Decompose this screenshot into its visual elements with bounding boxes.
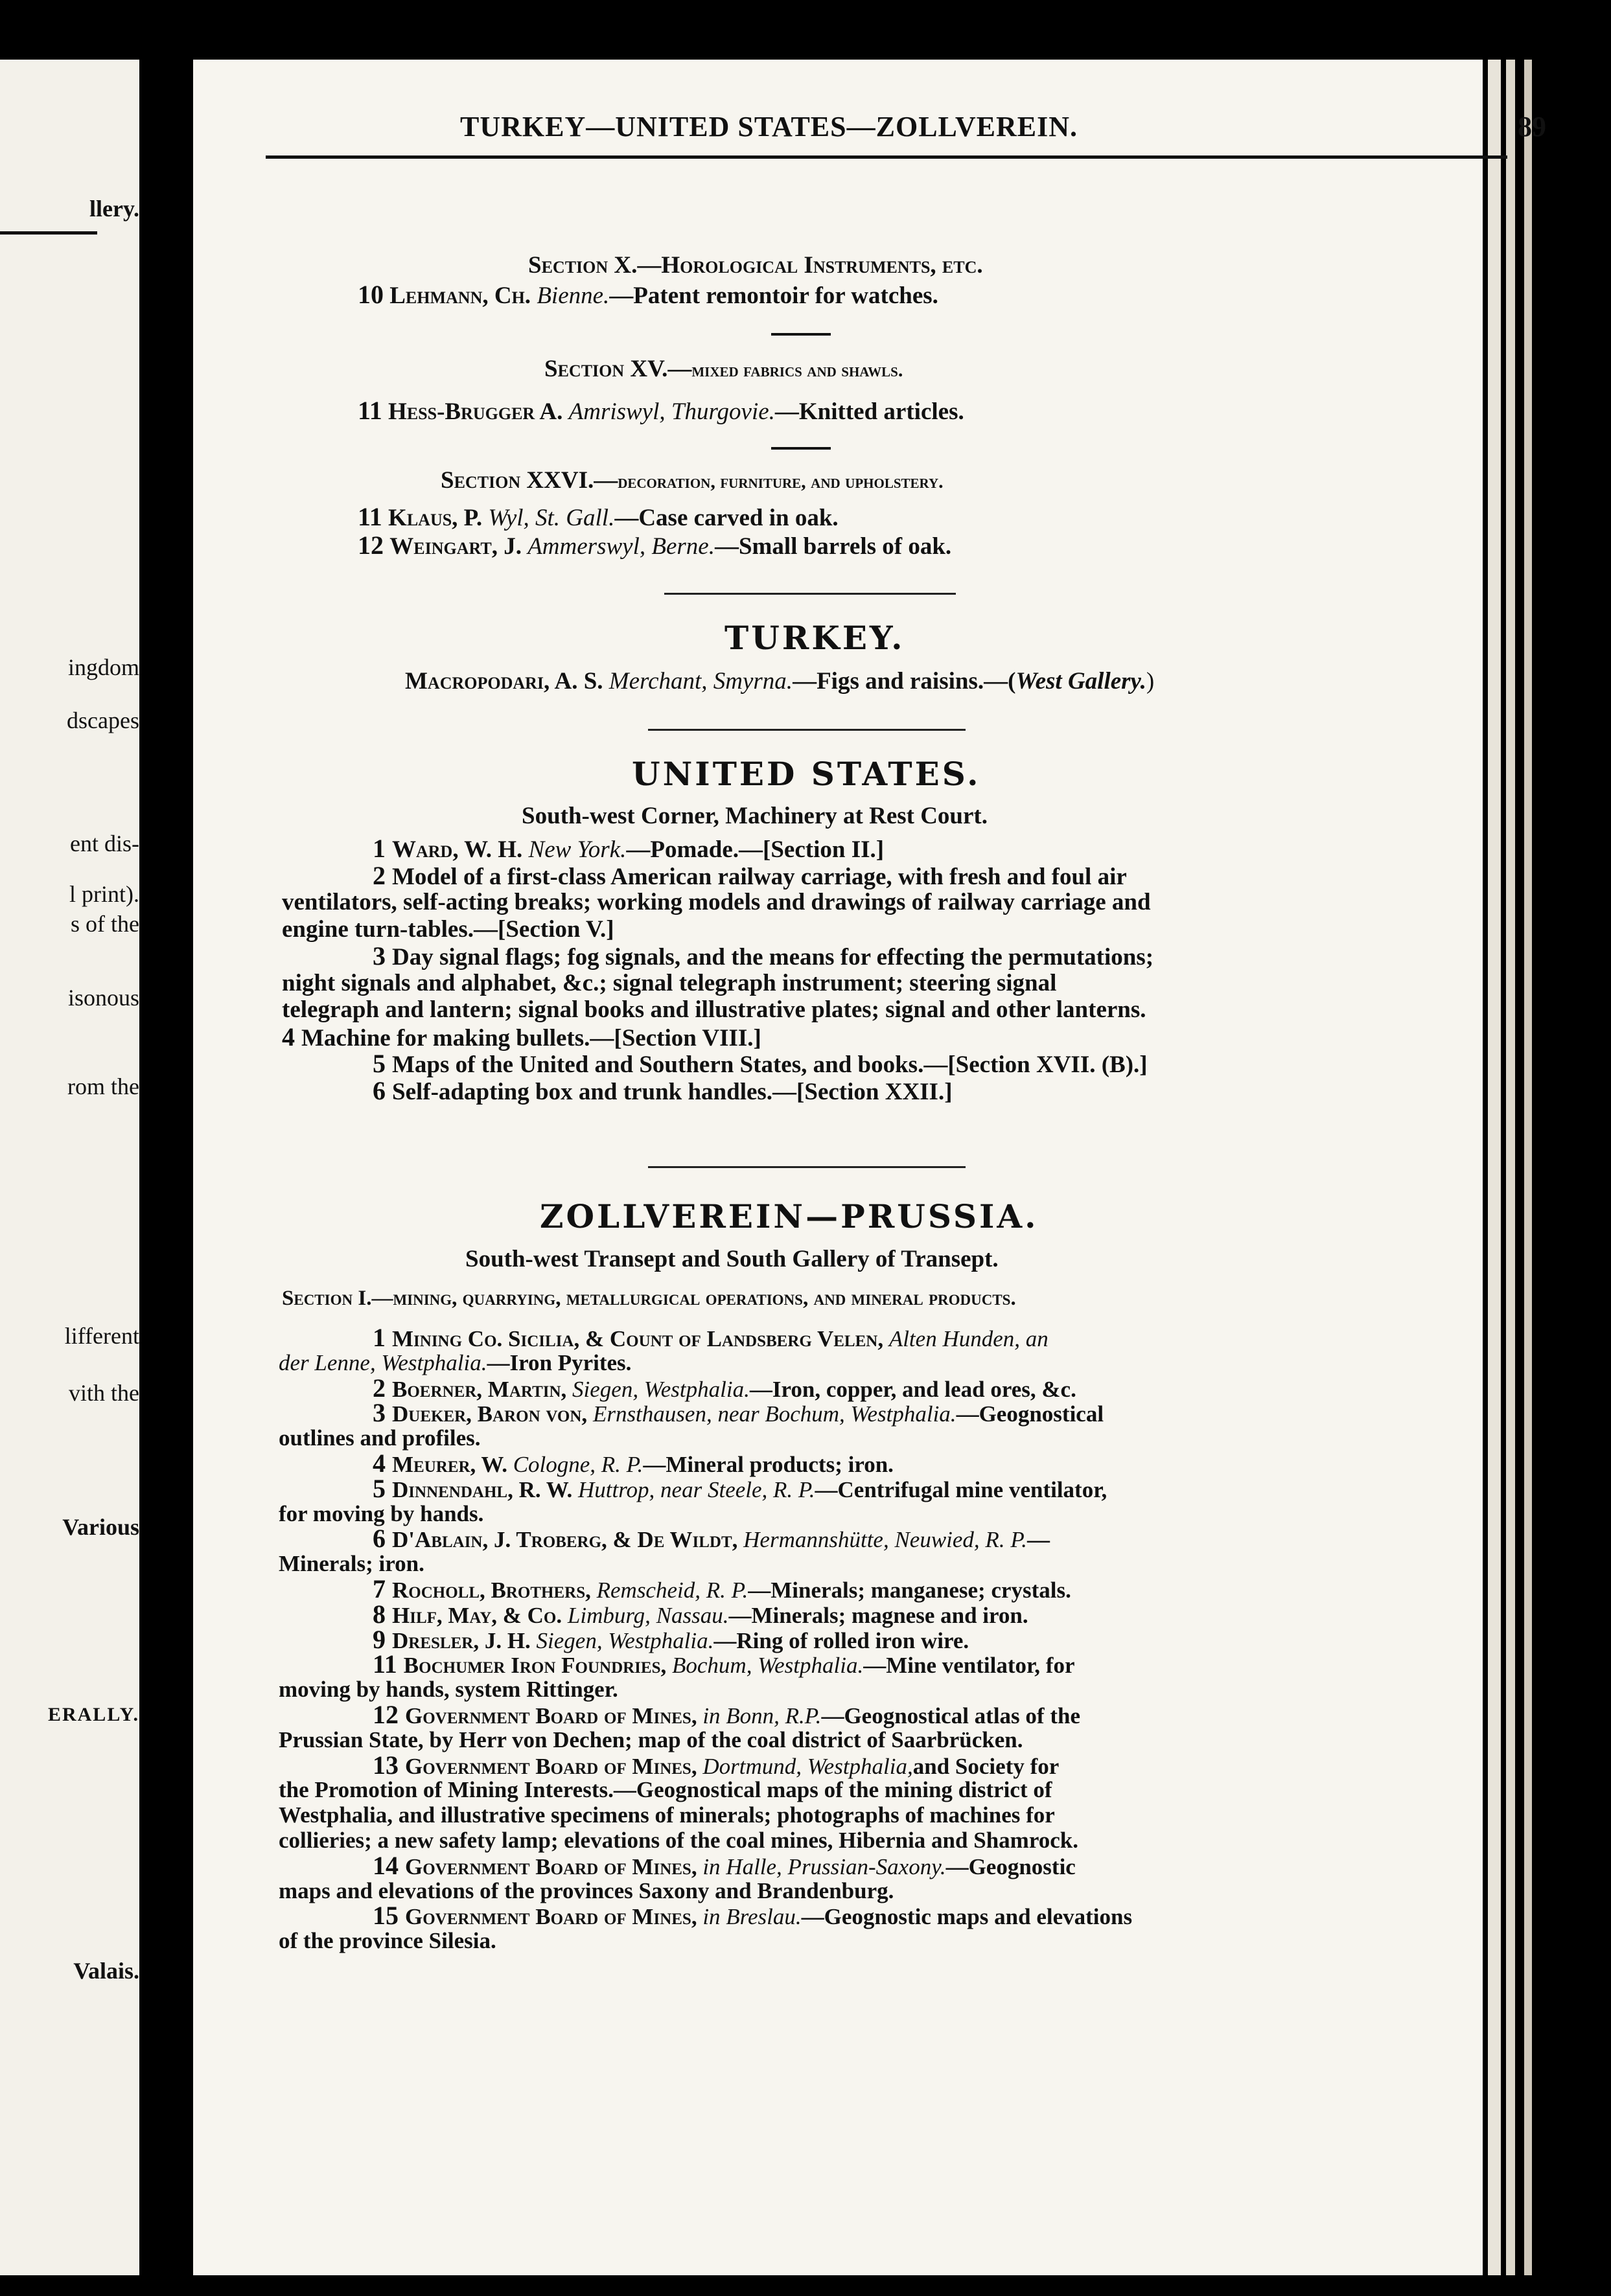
- exhibitor-place: Dortmund, Westphalia,: [702, 1753, 913, 1779]
- entry-description: —Geognostic maps and elevations: [801, 1904, 1133, 1930]
- section-heading-subject: decoration, furniture, and upholstery.: [618, 471, 944, 492]
- left-facing-page: [0, 60, 139, 2275]
- exhibitor-name: Weingart, J.: [389, 533, 522, 560]
- entry-description: —Iron Pyrites.: [487, 1349, 632, 1375]
- entry-number: 2: [373, 860, 392, 890]
- exhibitor-name: Boerner, Martin,: [392, 1376, 573, 1402]
- text-line: [373, 1524, 1050, 1554]
- exhibitor-place: in Breslau.: [702, 1904, 802, 1930]
- left-page-fragment: llery.: [89, 196, 139, 222]
- entry-description: Maps of the United and Southern States, and books.—[Section XVII. (B).]: [392, 1051, 1148, 1078]
- exhibitor-name: Klaus, P.: [388, 505, 483, 531]
- country-heading: UNITED STATES.: [632, 755, 981, 793]
- entry: [405, 667, 1154, 696]
- text-line: [373, 1399, 1104, 1429]
- entry-number: 5: [373, 1049, 392, 1078]
- entry-description: —Knitted articles.: [774, 398, 964, 425]
- country-heading: ZOLLVEREIN—PRUSSIA.: [540, 1197, 1039, 1235]
- entry-description: Machine for making bullets.—[Section VIII.]: [301, 1024, 761, 1051]
- entry-number: 10: [358, 280, 384, 309]
- entry-number: 5: [373, 1473, 392, 1503]
- entry-description: —Geognostical atlas of the: [821, 1703, 1080, 1728]
- left-page-fragment: ent dis-: [70, 831, 139, 856]
- entry-number: 13: [373, 1750, 405, 1780]
- entry-description: Day signal flags; fog signals, and the means for effecting the permutations;: [392, 944, 1154, 970]
- section-heading: [441, 466, 944, 496]
- text-line: [279, 1675, 618, 1704]
- entry-description: Model of a first-class American railway carriage, with fresh and foul air: [392, 863, 1127, 890]
- text-line: [373, 1050, 1338, 1079]
- exhibitor-place: Hermannshütte, Neuwied, R. P.: [743, 1527, 1027, 1553]
- text-line: [373, 834, 1338, 864]
- exhibitor-place: der Lenne, Westphalia.: [279, 1349, 487, 1375]
- section-divider: [771, 447, 831, 450]
- left-page-fragment: Various: [62, 1514, 139, 1540]
- entry-description: —Geognostic: [945, 1854, 1076, 1879]
- entry-description: —Case carved in oak.: [614, 505, 839, 531]
- entry-location: West Gallery.: [1015, 668, 1146, 695]
- entry-number: 4: [373, 1449, 392, 1478]
- entry-description: Prussian State, by Herr von Dechen; map of the coal district of Saarbrücken.: [279, 1727, 1023, 1752]
- exhibitor-name: D'Ablain, J. Troberg, & De Wildt,: [392, 1527, 744, 1553]
- entry-number: 3: [373, 941, 392, 970]
- entry-description: Westphalia, and illustrative specimens of minerals; photographs of machines for: [279, 1802, 1055, 1828]
- exhibitor-name: Meurer, W.: [392, 1452, 513, 1477]
- section-heading-label: Section XXVI.—: [441, 467, 618, 494]
- left-page-fragment: ERALLY.: [47, 1704, 139, 1725]
- entry-number: 1: [373, 834, 392, 863]
- exhibitor-name: Government Board of Mines,: [405, 1854, 703, 1879]
- left-page-fragment: Valais.: [73, 1958, 139, 1984]
- exhibitor-name: Hilf, May, & Co.: [392, 1602, 568, 1628]
- entry-description: Self-adapting box and trunk handles.—[Section XXII.]: [392, 1078, 953, 1105]
- exhibitor-place: Bochum, Westphalia.: [672, 1653, 864, 1679]
- entry-number: 8: [373, 1599, 392, 1629]
- entry-number: 7: [373, 1574, 392, 1603]
- entry-description: the Promotion of Mining Interests.—Geognostical maps of the mining district of: [279, 1777, 1052, 1803]
- exhibitor-name: Dinnendahl, R. W.: [392, 1476, 579, 1502]
- entry: [358, 531, 951, 561]
- text-line: [282, 969, 1338, 998]
- exhibitor-place: Alten Hunden, an: [888, 1326, 1049, 1351]
- entry-number: 9: [373, 1624, 392, 1654]
- entry-description: collieries; a new safety lamp; elevations of the coal mines, Hibernia and Shamrock.: [279, 1828, 1078, 1853]
- entry-description: moving by hands, system Rittinger.: [279, 1677, 618, 1703]
- country-heading: TURKEY.: [724, 619, 905, 657]
- exhibitor-name: Macropodari, A. S.: [405, 668, 603, 695]
- exhibitor-place: New York.: [528, 836, 627, 863]
- exhibitor-name: Dueker, Baron von,: [392, 1401, 593, 1427]
- entry-number: 15: [373, 1901, 405, 1931]
- exhibitor-name: Bochumer Iron Foundries,: [403, 1653, 672, 1679]
- entry-description: Minerals; iron.: [279, 1551, 424, 1577]
- text-line: [282, 996, 1338, 1024]
- entry-description: of the province Silesia.: [279, 1928, 496, 1954]
- text-line: [279, 1877, 894, 1905]
- left-page-fragment: rom the: [67, 1073, 139, 1099]
- text-line: [279, 1927, 496, 1955]
- left-page-fragment: l print).: [69, 881, 139, 907]
- page-number: 89: [1518, 111, 1546, 143]
- entry-number: 14: [373, 1850, 405, 1880]
- country-subheading: South-west Corner, Machinery at Rest Court.: [522, 803, 988, 829]
- entry-description: —Pomade.—[Section II.]: [626, 836, 885, 863]
- country-subheading: South-west Transept and South Gallery of Transept.: [465, 1246, 999, 1272]
- section-heading: [544, 355, 903, 385]
- entry-description: night signals and alphabet, &c.; signal telegraph instrument; steering signal: [282, 969, 1057, 996]
- text-line: [282, 1023, 1338, 1053]
- entry-description: —: [1026, 1527, 1050, 1553]
- country-divider: [664, 593, 956, 595]
- text-line: [373, 862, 1338, 891]
- entry-number: 11: [373, 1649, 404, 1679]
- exhibitor-place: Remscheid, R. P.: [596, 1578, 748, 1603]
- exhibitor-name: Mining Co. Sicilia, & Count of Landsberg Velen,: [392, 1326, 889, 1351]
- section-heading-label: Section XV.—: [544, 356, 692, 382]
- left-page-fragment: lifferent: [64, 1323, 139, 1349]
- left-page-fragment: ingdom: [67, 654, 139, 680]
- exhibitor-place: Siegen, Westphalia.: [572, 1376, 750, 1402]
- exhibitor-place: Ernsthausen, near Bochum, Westphalia.: [592, 1401, 956, 1427]
- exhibitor-place: in Bonn, R.P.: [702, 1703, 822, 1728]
- left-page-fragment: dscapes: [67, 707, 139, 733]
- left-page-fragment: s of the: [71, 911, 139, 937]
- entry-number: 11: [358, 396, 382, 425]
- entry-description: outlines and profiles.: [279, 1425, 481, 1451]
- text-line: [279, 1550, 424, 1578]
- exhibitor-place: Ammerswyl, Berne.: [527, 533, 715, 560]
- entry-description: —Figs and raisins.—(: [793, 668, 1016, 695]
- text-line: [373, 942, 1338, 972]
- entry-number: 6: [373, 1524, 392, 1554]
- text-line: [282, 888, 1338, 917]
- entry-description: —Ring of rolled iron wire.: [713, 1627, 969, 1653]
- exhibitor-name: Rocholl, Brothers,: [392, 1578, 597, 1603]
- entry-description: telegraph and lantern; signal books and illustrative plates; signal and other lanterns.: [282, 996, 1146, 1023]
- exhibitor-place: Limburg, Nassau.: [567, 1602, 729, 1628]
- exhibitor-place: Bienne.: [537, 282, 610, 309]
- exhibitor-place: Siegen, Westphalia.: [536, 1627, 714, 1653]
- entry: [358, 396, 964, 426]
- text-line: [279, 1801, 1055, 1830]
- entry-description: —Geognostical: [956, 1401, 1104, 1427]
- entry-description: maps and elevations of the provinces Saxony and Brandenburg.: [279, 1877, 894, 1903]
- entry-description: ventilators, self-acting breaks; working models and drawings of railway carriage and: [282, 889, 1151, 915]
- entry: [358, 503, 839, 533]
- country-divider: [648, 1166, 966, 1168]
- entry-number: 12: [373, 1700, 405, 1729]
- text-line: [282, 915, 1338, 944]
- entry: [358, 281, 938, 310]
- entry-description: —Patent remontoir for watches.: [609, 282, 938, 309]
- entry-description: —Centrifugal mine ventilator,: [815, 1476, 1107, 1502]
- exhibitor-name: Hess-Brugger A.: [388, 398, 563, 425]
- exhibitor-place: Huttrop, near Steele, R. P.: [578, 1476, 815, 1502]
- section-heading: Section X.—Horological Instruments, etc.: [528, 252, 983, 279]
- exhibitor-name: Lehmann, Ch.: [389, 282, 531, 309]
- entry-description: for moving by hands.: [279, 1500, 484, 1526]
- text-line: [373, 1077, 1338, 1107]
- left-page-fragment: vith the: [69, 1380, 139, 1406]
- exhibitor-name: Government Board of Mines,: [405, 1703, 703, 1728]
- entry-number: 2: [373, 1373, 392, 1403]
- exhibitor-place: Amriswyl, Thurgovie.: [568, 398, 775, 425]
- exhibitor-place: Cologne, R. P.: [513, 1452, 643, 1477]
- text-line: [279, 1776, 1052, 1804]
- entry-number: 3: [373, 1398, 392, 1428]
- header-title: TURKEY—UNITED STATES—ZOLLVEREIN.: [460, 111, 1078, 143]
- entry-description: —Mineral products; iron.: [643, 1452, 894, 1477]
- page-edge: [1488, 60, 1501, 2275]
- section-heading-subject: mixed fabrics and shawls.: [691, 360, 903, 381]
- section-divider: [771, 333, 831, 336]
- exhibitor-name: Government Board of Mines,: [405, 1753, 703, 1779]
- entry-description: and Society for: [912, 1753, 1060, 1779]
- left-page-fragment: isonous: [67, 985, 139, 1011]
- exhibitor-name: Dresler, J. H.: [392, 1627, 537, 1653]
- page-edge: [1524, 60, 1532, 2275]
- exhibitor-name: Ward, W. H.: [392, 836, 529, 863]
- entry-description: —Mine ventilator, for: [863, 1653, 1075, 1679]
- entry-description: —Minerals; magnese and iron.: [728, 1602, 1028, 1628]
- left-page-rule: [0, 231, 97, 235]
- text-line: [279, 1349, 631, 1377]
- running-header: [266, 110, 1546, 159]
- entry-number: 11: [358, 502, 382, 531]
- entry-close: ): [1146, 668, 1155, 695]
- exhibitor-place: Wyl, St. Gall.: [488, 505, 615, 531]
- entry-number: 12: [358, 531, 384, 560]
- exhibitor-place: in Halle, Prussian-Saxony.: [702, 1854, 946, 1879]
- section-heading: Section I.—mining, quarrying, metallurgical operations, and mineral products.: [282, 1287, 1016, 1310]
- entry-number: 6: [373, 1075, 392, 1105]
- entry-description: engine turn-tables.—[Section V.]: [282, 915, 614, 943]
- entry-description: —Minerals; manganese; crystals.: [748, 1578, 1071, 1603]
- entry-description: —Small barrels of oak.: [714, 533, 952, 560]
- exhibitor-place: Merchant, Smyrna.: [608, 668, 793, 695]
- exhibitor-name: Government Board of Mines,: [405, 1904, 703, 1930]
- page-edge: [1506, 60, 1515, 2275]
- entry-number: 4: [282, 1022, 301, 1051]
- entry-number: 1: [373, 1323, 392, 1352]
- entry-description: —Iron, copper, and lead ores, &c.: [749, 1376, 1076, 1402]
- country-divider: [648, 729, 966, 731]
